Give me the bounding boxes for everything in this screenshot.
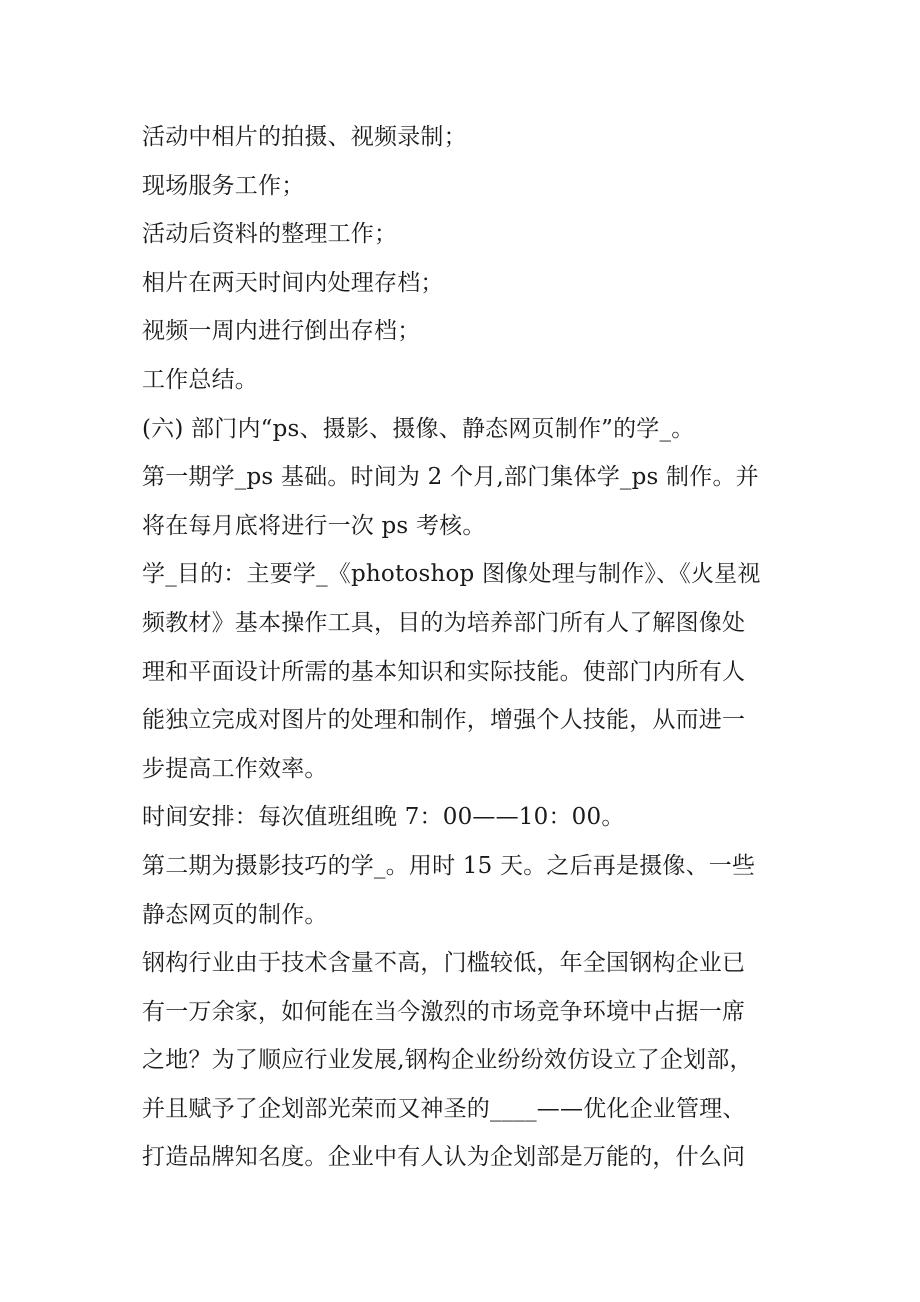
document-body xyxy=(142,113,802,1182)
text-line: 第一期学_ps 基础。时间为 2 个月,部门集体学_ps 制作。并 xyxy=(142,464,759,491)
text-line: 活动中相片的拍摄、视频录制； xyxy=(142,124,467,150)
text-line: 步提高工作效率。 xyxy=(142,755,328,782)
text-line: 频教材》基本操作工具，目的为培养部门所有人了解图像处 xyxy=(142,609,746,636)
text-line: 钢构行业由于技术含量不高，门槛较低，年全国钢构企业已 xyxy=(142,950,746,977)
text-line: 工作总结。 xyxy=(142,366,258,393)
text-line: 静态网页的制作。 xyxy=(142,901,328,928)
text-line: 打造品牌知名度。企业中有人认为企划部是万能的，什么问 xyxy=(142,1144,746,1171)
text-line: 将在每月底将进行一次 ps 考核。 xyxy=(142,512,486,539)
text-line: 学_目的：主要学_《photoshop 图像处理与制作》、《火星视 xyxy=(142,561,761,588)
text-line: 相片在两天时间内处理存档； xyxy=(142,269,444,296)
text-line: 活动后资料的整理工作； xyxy=(142,221,398,248)
section-heading: (六) 部门内“ps、摄影、摄像、静态网页制作”的学_。 xyxy=(142,415,695,442)
text-line: 现场服务工作； xyxy=(142,172,305,199)
text-line: 之地？为了顺应行业发展,钢构企业纷纷效仿设立了企划部， xyxy=(142,1047,753,1074)
text-line: 视频一周内进行倒出存档； xyxy=(142,318,421,345)
text-line: 第二期为摄影技巧的学_。用时 15 天。之后再是摄像、一些 xyxy=(142,852,756,879)
text-line: 并且赋予了企划部光荣而又神圣的____——优化企业管理、 xyxy=(142,1095,746,1122)
text-line: 有一万余家，如何能在当今激烈的市场竞争环境中占据一席 xyxy=(142,998,746,1025)
text-line: 能独立完成对图片的处理和制作，增强个人技能，从而进一 xyxy=(142,707,746,734)
text-line: 时间安排：每次值班组晚 7：00——10：00。 xyxy=(142,804,625,831)
text-line: 理和平面设计所需的基本知识和实际技能。使部门内所有人 xyxy=(142,658,746,685)
